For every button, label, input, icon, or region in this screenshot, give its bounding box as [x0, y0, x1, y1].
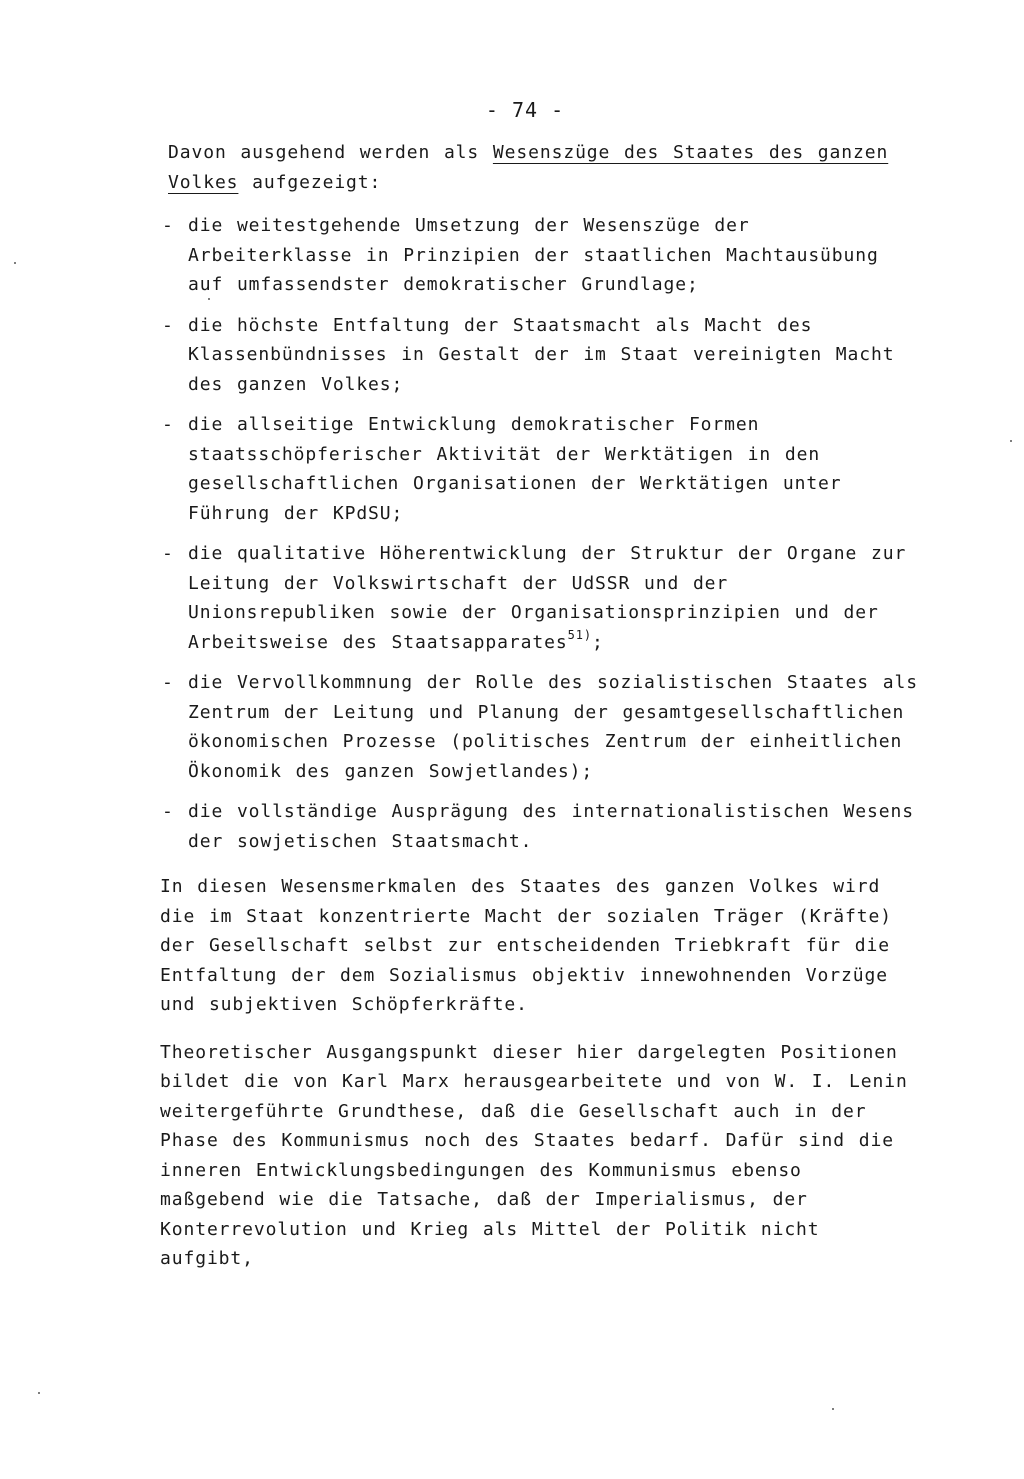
- list-dash: -: [162, 215, 174, 236]
- wesenszuege-list: [160, 211, 920, 856]
- list-dash: -: [162, 314, 174, 336]
- scan-speck: [832, 1408, 834, 1410]
- list-item-text: die Vervollkommnung der Rolle des sozialistischen Staates als Zentrum der Leitung und Planung der gesamtgesellschaftlichen ökonomischen Prozesse (politisches Zentrum der einheitlichen Ökonomik des ganzen Sowjetlandes);: [188, 672, 918, 782]
- list-item: [160, 211, 920, 300]
- list-item-text: die weitestgehende Umsetzung der Wesenszüge der Arbeiterklasse in Prinzipien der staatlichen Machtausübung auf umfassendster demokratischer Grundlage;: [188, 215, 879, 295]
- list-item-text: die höchste Entfaltung der Staatsmacht als Macht des Klassenbündnisses in Gestalt der im Staat vereinigten Macht des ganzen Volkes;: [188, 314, 895, 395]
- list-item-text: die allseitige Entwicklung demokratischer Formen staatsschöpferischer Aktivität der Werktätigen in den gesellschaftlichen Organisationen der Werktätigen unter Führung der KPdSU;: [188, 414, 842, 524]
- scan-speck: [208, 298, 210, 300]
- list-item: [160, 410, 920, 528]
- intro-tail: aufgezeigt:: [238, 171, 382, 193]
- page-body: [160, 138, 920, 1274]
- scan-speck: [38, 1392, 40, 1394]
- list-item-text: die vollständige Ausprägung des internationalistischen Wesens der sowjetischen Staatsmacht.: [188, 801, 914, 852]
- list-dash: -: [162, 543, 174, 564]
- list-item-punctuation: ;: [591, 631, 604, 653]
- intro-paragraph: [160, 138, 920, 197]
- intro-lead: Davon ausgehend werden als: [168, 142, 493, 163]
- footnote-reference: 51): [567, 627, 592, 642]
- list-item: [160, 311, 920, 400]
- list-item: [160, 797, 920, 856]
- page-number: - 74 -: [485, 98, 565, 122]
- list-item-text: die qualitative Höherentwicklung der Struktur der Organe zur Leitung der Volkswirtschaft der UdSSR und der Unionsrepubliken sowie der Organisationsprinzipien und der Arbeitsweise des Staatsapparates: [188, 543, 907, 653]
- scan-speck: [14, 262, 16, 264]
- scan-speck: [1010, 440, 1012, 442]
- intro-underlined-term: Wesenszüge des Staates des ganzen Volkes: [168, 142, 889, 193]
- list-item: [160, 539, 920, 657]
- list-dash: -: [162, 801, 174, 822]
- list-dash: -: [162, 672, 174, 693]
- body-paragraph-2: Theoretischer Ausgangspunkt dieser hier dargelegten Positionen bildet die von Karl Marx herausgearbeitete und von W. I. Lenin weitergeführte Grundthese, daß die Gesellschaft auch in der Phase des Kommunismus noch des Staates bedarf. Dafür sind die inneren Entwicklungsbedingungen des Kommunismus ebenso maßgebend wie die Tatsache, daß der Imperialismus, der Konterrevolution und Krieg als Mittel der Politik nicht aufgibt,: [160, 1041, 908, 1269]
- list-item: [160, 668, 920, 786]
- list-dash: -: [162, 414, 174, 435]
- body-paragraph-1: In diesen Wesensmerkmalen des Staates des ganzen Volkes wird die im Staat konzentrierte Macht der sozialen Träger (Kräfte) der Gesellschaft selbst zur entscheidenden Triebkraft für die Entfaltung der dem Sozialismus objektiv innewohnenden Vorzüge und subjektiven Schöpferkräfte.: [160, 876, 892, 1015]
